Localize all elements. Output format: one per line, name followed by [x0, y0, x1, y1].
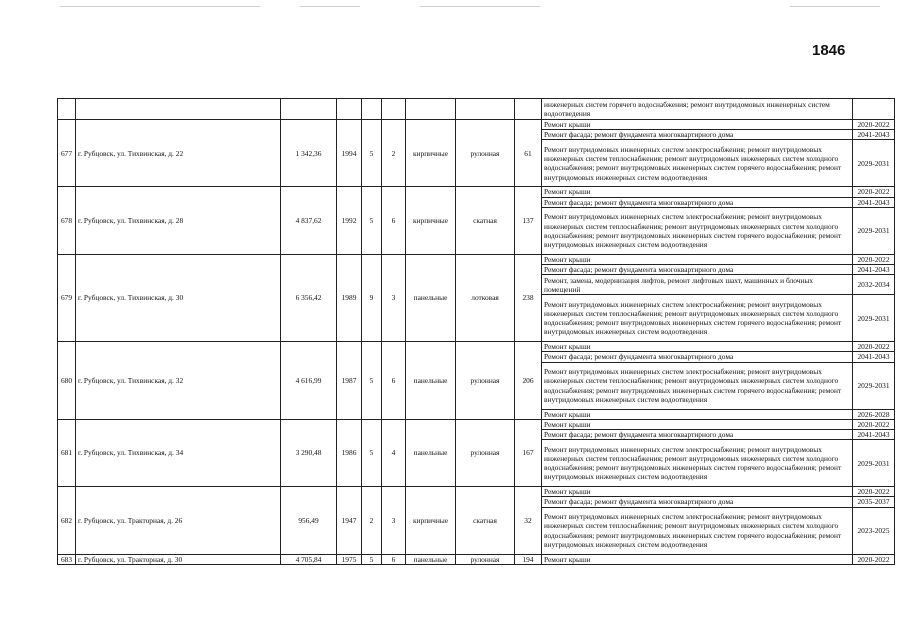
scan-artifact [420, 6, 540, 7]
work-cell: Ремонт, замена, модернизация лифтов, ремонт лифтовых шахт, машинных и блочных помещений [542, 275, 853, 295]
walls-cell: панельные [406, 342, 456, 420]
table-row [58, 187, 895, 197]
period-cell: 2041-2043 [853, 130, 895, 140]
table-row [58, 342, 895, 352]
year-cell [337, 99, 362, 120]
period-cell: 2041-2043 [853, 352, 895, 362]
num-cell: 683 [58, 554, 76, 564]
work-cell: Ремонт фасада; ремонт фундамента многоквартирного дома [542, 497, 853, 507]
period-cell: 2029-2031 [853, 207, 895, 254]
roof-cell: рулонная [456, 120, 515, 187]
area-cell: 3 290,48 [281, 419, 337, 486]
num-cell: 679 [58, 254, 76, 341]
floors-cell: 5 [362, 342, 382, 420]
period-cell: 2041-2043 [853, 430, 895, 440]
area-cell: 4 705,84 [281, 554, 337, 564]
period-cell [853, 99, 895, 120]
entrances-cell: 3 [382, 487, 406, 554]
year-cell: 1986 [337, 419, 362, 486]
scan-artifact [300, 6, 360, 7]
year-cell: 1987 [337, 342, 362, 420]
table-row [58, 120, 895, 130]
year-cell: 1992 [337, 187, 362, 254]
continuation-row [58, 99, 895, 120]
period-cell: 2041-2043 [853, 265, 895, 275]
period-cell: 2020-2022 [853, 419, 895, 429]
area-cell: 4 616,99 [281, 342, 337, 420]
table-body [58, 99, 895, 565]
apartments-cell: 194 [515, 554, 542, 564]
walls-cell: панельные [406, 254, 456, 341]
entrances-cell: 6 [382, 187, 406, 254]
period-cell: 2029-2031 [853, 362, 895, 409]
work-cell: Ремонт крыши [542, 419, 853, 429]
work-cell: Ремонт крыши [542, 342, 853, 352]
num-cell: 678 [58, 187, 76, 254]
address-cell: г. Рубцовск, ул. Тихвинская, д. 30 [76, 254, 281, 341]
apartments-cell: 167 [515, 419, 542, 486]
num-cell: 680 [58, 342, 76, 420]
work-cell: Ремонт крыши [542, 120, 853, 130]
work-cell: Ремонт крыши [542, 187, 853, 197]
entrances-cell [382, 99, 406, 120]
period-cell: 2020-2022 [853, 120, 895, 130]
entrances-cell: 6 [382, 342, 406, 420]
floors-cell: 5 [362, 120, 382, 187]
area-cell: 6 356,42 [281, 254, 337, 341]
page-number: 1846 [812, 42, 846, 59]
work-cell: инженерных систем горячего водоснабжения; ремонт внутридомовых инженерных систем водоотведения [542, 99, 853, 120]
address-cell: г. Рубцовск, ул. Тихвинская, д. 28 [76, 187, 281, 254]
period-cell: 2029-2031 [853, 140, 895, 187]
apartments-cell: 238 [515, 254, 542, 341]
scan-artifact [790, 6, 880, 7]
floors-cell [362, 99, 382, 120]
apartments-cell: 32 [515, 487, 542, 554]
walls-cell [406, 99, 456, 120]
year-cell: 1947 [337, 487, 362, 554]
address-cell: г. Рубцовск, ул. Тихвинская, д. 34 [76, 419, 281, 486]
roof-cell [456, 99, 515, 120]
floors-cell: 5 [362, 419, 382, 486]
floors-cell: 5 [362, 187, 382, 254]
period-cell: 2035-2037 [853, 497, 895, 507]
table-row [58, 487, 895, 497]
work-cell: Ремонт фасада; ремонт фундамента многоквартирного дома [542, 352, 853, 362]
roof-cell: скатная [456, 187, 515, 254]
work-cell: Ремонт внутридомовых инженерных систем электроснабжения; ремонт внутридомовых инженерных систем теплоснабжения; ремонт внутридомовых инженерных систем холодного водоснабжения; ремонт внутридомовых инженерных систем горячего водоснабжения; ремонт внутридомовых инженерных систем водоотведения [542, 295, 853, 342]
year-cell: 1989 [337, 254, 362, 341]
table-row [58, 419, 895, 429]
num-cell: 677 [58, 120, 76, 187]
walls-cell: кирпичные [406, 487, 456, 554]
address-cell [76, 99, 281, 120]
roof-cell: рулонная [456, 342, 515, 420]
year-cell: 1975 [337, 554, 362, 564]
area-cell [281, 99, 337, 120]
work-cell: Ремонт фасада; ремонт фундамента многоквартирного дома [542, 430, 853, 440]
address-cell: г. Рубцовск, ул. Тракторная, д. 30 [76, 554, 281, 564]
address-cell: г. Рубцовск, ул. Тракторная, д. 26 [76, 487, 281, 554]
roof-cell: рулонная [456, 554, 515, 564]
work-cell: Ремонт внутридомовых инженерных систем электроснабжения; ремонт внутридомовых инженерных систем теплоснабжения; ремонт внутридомовых инженерных систем холодного водоснабжения; ремонт внутридомовых инженерных систем горячего водоснабжения; ремонт внутридомовых инженерных систем водоотведения [542, 362, 853, 409]
floors-cell: 5 [362, 554, 382, 564]
work-cell: Ремонт крыши [542, 254, 853, 264]
work-cell: Ремонт внутридомовых инженерных систем электроснабжения; ремонт внутридомовых инженерных систем теплоснабжения; ремонт внутридомовых инженерных систем холодного водоснабжения; ремонт внутридомовых инженерных систем горячего водоснабжения; ремонт внутридомовых инженерных систем водоотведения [542, 140, 853, 187]
scan-artifact [60, 6, 260, 7]
walls-cell: кирпичные [406, 187, 456, 254]
area-cell: 956,49 [281, 487, 337, 554]
walls-cell: кирпичные [406, 120, 456, 187]
period-cell: 2020-2022 [853, 554, 895, 564]
work-cell: Ремонт крыши [542, 487, 853, 497]
period-cell: 2032-2034 [853, 275, 895, 295]
period-cell: 2029-2031 [853, 440, 895, 487]
entrances-cell: 2 [382, 120, 406, 187]
num-cell: 681 [58, 419, 76, 486]
year-cell: 1994 [337, 120, 362, 187]
floors-cell: 2 [362, 487, 382, 554]
roof-cell: скатная [456, 487, 515, 554]
work-cell: Ремонт внутридомовых инженерных систем электроснабжения; ремонт внутридомовых инженерных систем теплоснабжения; ремонт внутридомовых инженерных систем холодного водоснабжения; ремонт внутридомовых инженерных систем горячего водоснабжения; ремонт внутридомовых инженерных систем водоотведения [542, 207, 853, 254]
address-cell: г. Рубцовск, ул. Тихвинская, д. 22 [76, 120, 281, 187]
table-row [58, 554, 895, 564]
area-cell: 4 837,62 [281, 187, 337, 254]
area-cell: 1 342,36 [281, 120, 337, 187]
work-cell: Ремонт фасада; ремонт фундамента многоквартирного дома [542, 130, 853, 140]
apartments-cell: 61 [515, 120, 542, 187]
work-cell: Ремонт внутридомовых инженерных систем электроснабжения; ремонт внутридомовых инженерных систем теплоснабжения; ремонт внутридомовых инженерных систем холодного водоснабжения; ремонт внутридомовых инженерных систем горячего водоснабжения; ремонт внутридомовых инженерных систем водоотведения [542, 507, 853, 554]
apartments-cell: 206 [515, 342, 542, 420]
roof-cell: лотковая [456, 254, 515, 341]
work-cell: Ремонт внутридомовых инженерных систем электроснабжения; ремонт внутридомовых инженерных систем теплоснабжения; ремонт внутридомовых инженерных систем холодного водоснабжения; ремонт внутридомовых инженерных систем горячего водоснабжения; ремонт внутридомовых инженерных систем водоотведения [542, 440, 853, 487]
work-cell: Ремонт крыши [542, 409, 853, 419]
apartments-cell [515, 99, 542, 120]
walls-cell: панельные [406, 554, 456, 564]
period-cell: 2026-2028 [853, 409, 895, 419]
num-cell [58, 99, 76, 120]
period-cell: 2023-2025 [853, 507, 895, 554]
entrances-cell: 4 [382, 419, 406, 486]
apartments-cell: 137 [515, 187, 542, 254]
period-cell: 2020-2022 [853, 342, 895, 352]
period-cell: 2041-2043 [853, 197, 895, 207]
address-cell: г. Рубцовск, ул. Тихвинская, д. 32 [76, 342, 281, 420]
period-cell: 2020-2022 [853, 187, 895, 197]
table-row [58, 254, 895, 264]
floors-cell: 9 [362, 254, 382, 341]
period-cell: 2029-2031 [853, 295, 895, 342]
work-cell: Ремонт крыши [542, 554, 853, 564]
entrances-cell: 6 [382, 554, 406, 564]
work-cell: Ремонт фасада; ремонт фундамента многоквартирного дома [542, 265, 853, 275]
period-cell: 2020-2022 [853, 487, 895, 497]
work-cell: Ремонт фасада; ремонт фундамента многоквартирного дома [542, 197, 853, 207]
period-cell: 2020-2022 [853, 254, 895, 264]
capital-repair-table [57, 98, 895, 565]
roof-cell: рулонная [456, 419, 515, 486]
entrances-cell: 3 [382, 254, 406, 341]
num-cell: 682 [58, 487, 76, 554]
walls-cell: панельные [406, 419, 456, 486]
